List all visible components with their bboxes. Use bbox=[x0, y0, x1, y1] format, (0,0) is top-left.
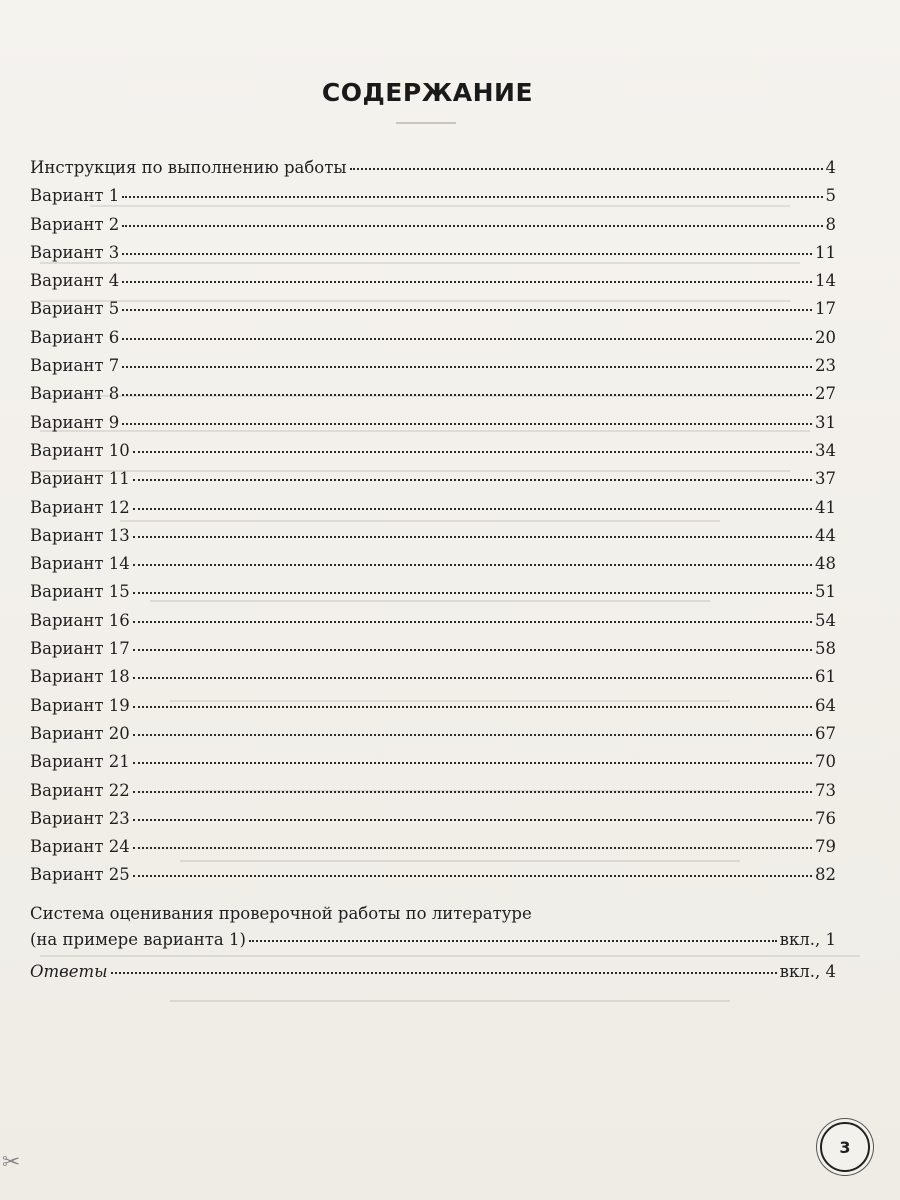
dot-leader bbox=[133, 874, 812, 877]
toc-entry[interactable] bbox=[30, 384, 836, 412]
toc-entry-label: Вариант 12 bbox=[30, 497, 130, 517]
toc-entry-label: Вариант 15 bbox=[30, 582, 130, 602]
dot-leader bbox=[133, 620, 812, 623]
toc-entry-label: Вариант 6 bbox=[30, 327, 120, 347]
toc-entry-label: Ответы bbox=[30, 962, 108, 982]
toc-entry-label: Вариант 14 bbox=[30, 554, 130, 574]
toc-entry-page: 82 bbox=[815, 865, 836, 885]
dot-leader bbox=[133, 761, 812, 764]
toc-entry-label: Вариант 17 bbox=[30, 639, 130, 659]
toc-entry[interactable] bbox=[30, 667, 836, 695]
toc-entry-page: 51 bbox=[815, 582, 836, 602]
dot-leader bbox=[122, 195, 822, 198]
toc-entry-page: 41 bbox=[815, 497, 836, 517]
dot-leader bbox=[133, 507, 812, 510]
toc-entry-page: 27 bbox=[815, 384, 836, 404]
toc-entry-label: Вариант 8 bbox=[30, 384, 120, 404]
dot-leader bbox=[122, 365, 812, 368]
page-number-badge: 3 bbox=[820, 1122, 870, 1172]
toc-entry[interactable] bbox=[30, 526, 836, 554]
toc-entry-label: Вариант 23 bbox=[30, 808, 130, 828]
toc-entry-label: Вариант 10 bbox=[30, 440, 130, 460]
toc-entry-page: 67 bbox=[815, 723, 836, 743]
toc-entry[interactable] bbox=[30, 639, 836, 667]
dot-leader bbox=[122, 224, 822, 227]
toc-entry-page: 8 bbox=[825, 214, 836, 234]
title-underline-ornament bbox=[396, 122, 456, 124]
toc-entry-page: 34 bbox=[815, 440, 836, 460]
toc-entry-page: 4 bbox=[825, 158, 836, 177]
dot-leader bbox=[133, 535, 812, 538]
dot-leader bbox=[122, 337, 812, 340]
dot-leader bbox=[133, 705, 812, 708]
toc-entry[interactable] bbox=[30, 837, 836, 865]
toc-entry-label: Вариант 13 bbox=[30, 525, 130, 545]
dot-leader bbox=[133, 846, 812, 849]
toc-entry-label: Система оценивания проверочной работы по литературе bbox=[30, 903, 532, 923]
toc-entry-label: (на примере варианта 1) bbox=[30, 929, 246, 949]
toc-entry-page: 76 bbox=[815, 808, 836, 828]
toc-entry-label: Вариант 20 bbox=[30, 723, 130, 743]
toc-entry-page: 54 bbox=[815, 610, 836, 630]
table-of-contents bbox=[30, 158, 836, 990]
toc-entry-label: Инструкция по выполнению работы bbox=[30, 158, 347, 177]
toc-entry-page: 5 bbox=[825, 186, 836, 206]
dot-leader bbox=[133, 733, 812, 736]
toc-entry-page: 14 bbox=[815, 271, 836, 291]
toc-entry-page: 37 bbox=[815, 469, 836, 489]
dot-leader bbox=[133, 648, 812, 651]
toc-entry-page: 73 bbox=[815, 780, 836, 800]
dot-leader bbox=[111, 971, 777, 974]
scissors-mark-icon: ✂ bbox=[2, 1150, 21, 1175]
dot-leader bbox=[122, 252, 812, 255]
toc-entry[interactable] bbox=[30, 809, 836, 837]
toc-entry-page: 61 bbox=[815, 667, 836, 687]
dot-leader bbox=[133, 591, 812, 594]
toc-entry[interactable] bbox=[30, 243, 836, 271]
toc-entry[interactable] bbox=[30, 356, 836, 384]
toc-entry[interactable] bbox=[30, 413, 836, 441]
dot-leader bbox=[133, 478, 812, 481]
toc-entry-page: 11 bbox=[815, 242, 836, 262]
toc-entry[interactable] bbox=[30, 186, 836, 214]
toc-entry-label: Вариант 16 bbox=[30, 610, 130, 630]
toc-entry-label: Вариант 4 bbox=[30, 271, 120, 291]
toc-entry[interactable] bbox=[30, 611, 836, 639]
dot-leader bbox=[350, 167, 823, 170]
dot-leader bbox=[122, 280, 812, 283]
toc-entry[interactable] bbox=[30, 696, 836, 724]
toc-entry-page: 44 bbox=[815, 525, 836, 545]
toc-entry-page: 20 bbox=[815, 327, 836, 347]
dot-leader bbox=[122, 308, 812, 311]
dot-leader bbox=[133, 450, 812, 453]
page-title: СОДЕРЖАНИЕ bbox=[321, 78, 534, 107]
toc-entry-label: Вариант 19 bbox=[30, 695, 130, 715]
toc-entry-answers[interactable] bbox=[30, 962, 836, 990]
toc-entry-page: 58 bbox=[815, 639, 836, 659]
toc-entry[interactable] bbox=[30, 781, 836, 809]
toc-entry[interactable] bbox=[30, 328, 836, 356]
toc-entry-label: Вариант 7 bbox=[30, 356, 120, 376]
toc-entry-page: 23 bbox=[815, 356, 836, 376]
toc-entry-page: 31 bbox=[815, 412, 836, 432]
toc-entries bbox=[30, 158, 836, 894]
dot-leader bbox=[122, 393, 812, 396]
toc-entry[interactable] bbox=[30, 441, 836, 469]
toc-entry-page: 70 bbox=[815, 752, 836, 772]
toc-entry-label: Вариант 18 bbox=[30, 667, 130, 687]
toc-entry[interactable] bbox=[30, 498, 836, 526]
toc-entry-grading[interactable] bbox=[30, 904, 836, 958]
toc-entry[interactable] bbox=[30, 865, 836, 893]
dot-leader bbox=[133, 818, 812, 821]
dot-leader bbox=[133, 790, 812, 793]
dot-leader bbox=[133, 563, 812, 566]
dot-leader bbox=[133, 676, 812, 679]
toc-entry-label: Вариант 21 bbox=[30, 752, 130, 772]
toc-entry-label: Вариант 9 bbox=[30, 412, 120, 432]
toc-entry-label: Вариант 11 bbox=[30, 469, 130, 489]
toc-entry[interactable] bbox=[30, 271, 836, 299]
toc-entry-page: 64 bbox=[815, 695, 836, 715]
toc-entry[interactable] bbox=[30, 215, 836, 243]
toc-entry-label: Вариант 5 bbox=[30, 299, 120, 319]
toc-entry-page: 17 bbox=[815, 299, 836, 319]
toc-entry-label: Вариант 2 bbox=[30, 214, 120, 234]
toc-entry[interactable] bbox=[30, 582, 836, 610]
dot-leader bbox=[249, 939, 777, 942]
toc-entry-label: Вариант 25 bbox=[30, 865, 130, 885]
toc-entry-label: Вариант 3 bbox=[30, 242, 120, 262]
toc-entry-page: вкл., 4 bbox=[779, 962, 836, 982]
toc-entry[interactable] bbox=[30, 724, 836, 752]
toc-entry[interactable] bbox=[30, 752, 836, 780]
toc-entry[interactable] bbox=[30, 299, 836, 327]
toc-entry-label: Вариант 24 bbox=[30, 837, 130, 857]
toc-entry-page: 48 bbox=[815, 554, 836, 574]
toc-entry[interactable] bbox=[30, 554, 836, 582]
toc-entry-page: 79 bbox=[815, 837, 836, 857]
toc-entry[interactable] bbox=[30, 469, 836, 497]
dot-leader bbox=[122, 422, 812, 425]
toc-entry[interactable] bbox=[30, 158, 836, 186]
toc-entry-label: Вариант 1 bbox=[30, 186, 120, 206]
toc-entry-page: вкл., 1 bbox=[779, 929, 836, 949]
toc-entry-label: Вариант 22 bbox=[30, 780, 130, 800]
